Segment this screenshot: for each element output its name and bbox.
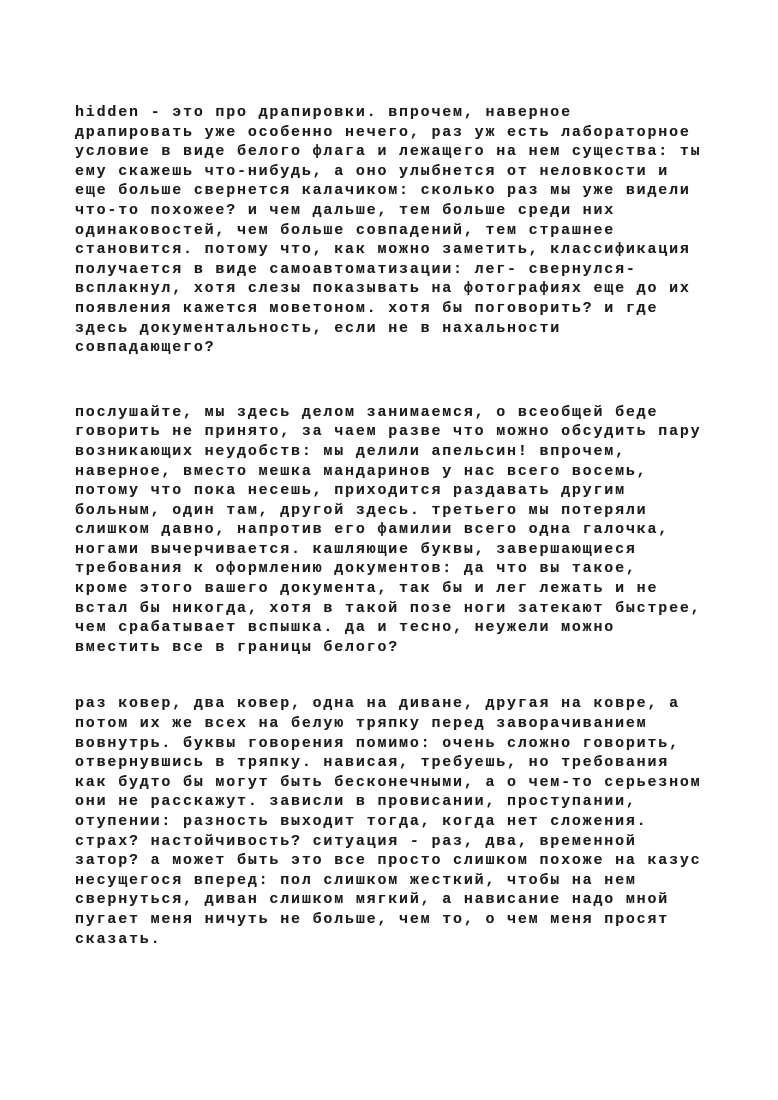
text-line: одинаковостей, чем больше совпадений, тем страшнее: [75, 221, 616, 239]
text-line: свернуться, диван слишком мягкий, а нависание надо мной: [75, 891, 670, 909]
text-line: затор? а может быть это все просто слишком похоже на казус: [75, 852, 702, 870]
text-line: вместить все в границы белого?: [75, 638, 400, 656]
text-line: пугает меня ничуть не больше, чем то, о чем меня просят: [75, 910, 670, 928]
text-line: становится. потому что, как можно заметить, классификация: [75, 241, 691, 259]
text-line: возникающих неудобств: мы делили апельсин! впрочем,: [75, 442, 626, 460]
text-line: условие в виде белого флага и лежащего на нем существа: ты: [75, 143, 702, 161]
text-line: как будто бы могут быть бесконечными, а о чем-то серьезном: [75, 773, 702, 791]
text-line: всплакнул, хотя слезы показывать на фотографиях еще до их: [75, 280, 691, 298]
text-line: ему скажешь что-нибудь, а оно улыбнется от неловкости и: [75, 162, 670, 180]
text-line: появления кажется моветоном. хотя бы поговорить? и где: [75, 299, 659, 317]
text-line: больным, один там, другой здесь. третьего мы потеряли: [75, 501, 648, 519]
text-line: послушайте, мы здесь делом занимаемся, о всеобщей беде: [75, 403, 659, 421]
text-line: наверное, вместо мешка мандаринов у нас всего восемь,: [75, 462, 648, 480]
paragraph: [75, 403, 718, 658]
text-line: hidden - это про драпировки. впрочем, наверное: [75, 104, 572, 121]
text-line: встал бы никогда, хотя в такой позе ноги затекают быстрее,: [75, 599, 702, 617]
text-line: сказать.: [75, 930, 162, 948]
text-line: требования к оформлению документов: да что вы такое,: [75, 560, 637, 578]
text-line: кроме этого вашего документа, так бы и лег лежать и не: [75, 580, 659, 598]
text-line: еще больше свернется калачиком: сколько раз мы уже видели: [75, 182, 691, 200]
paragraph: [75, 694, 718, 949]
paragraph: [75, 103, 718, 358]
text-line: несущегося вперед: пол слишком жесткий, чтобы на нем: [75, 871, 637, 889]
document-body: [75, 103, 718, 949]
text-line: что-то похожее? и чем дальше, тем больше среди них: [75, 201, 616, 219]
text-line: получается в виде самоавтоматизации: лег- свернулся-: [75, 260, 637, 278]
text-line: слишком давно, напротив его фамилии всего одна галочка,: [75, 521, 670, 539]
text-line: ногами вычерчивается. кашляющие буквы, завершающиеся: [75, 540, 637, 558]
text-line: совпадающего?: [75, 339, 216, 357]
text-line: отупении: разность выходит тогда, когда нет сложения.: [75, 813, 648, 830]
text-line: раз ковер, два ковер, одна на диване, другая на ковре, а: [75, 695, 680, 713]
text-line: отвернувшись в тряпку. нависая, требуешь, но требования: [75, 754, 670, 772]
text-line: потом их же всех на белую тряпку перед заворачиванием: [75, 715, 648, 733]
text-line: страх? настойчивость? ситуация - раз, два, временной: [75, 832, 637, 850]
text-line: потому что пока несешь, приходится раздавать другим: [75, 482, 626, 500]
text-line: вовнутрь. буквы говорения помимо: очень сложно говорить,: [75, 734, 680, 752]
text-line: они не расскажут. зависли в провисании, проступании,: [75, 793, 637, 811]
text-line: чем срабатывает вспышка. да и тесно, неужели можно: [75, 619, 616, 637]
text-line: здесь документальность, если не в нахальности: [75, 319, 562, 337]
text-line: говорить не принято, за чаем разве что можно обсудить пару: [75, 423, 702, 441]
text-line: драпировать уже особенно нечего, раз уж есть лабораторное: [75, 123, 691, 141]
